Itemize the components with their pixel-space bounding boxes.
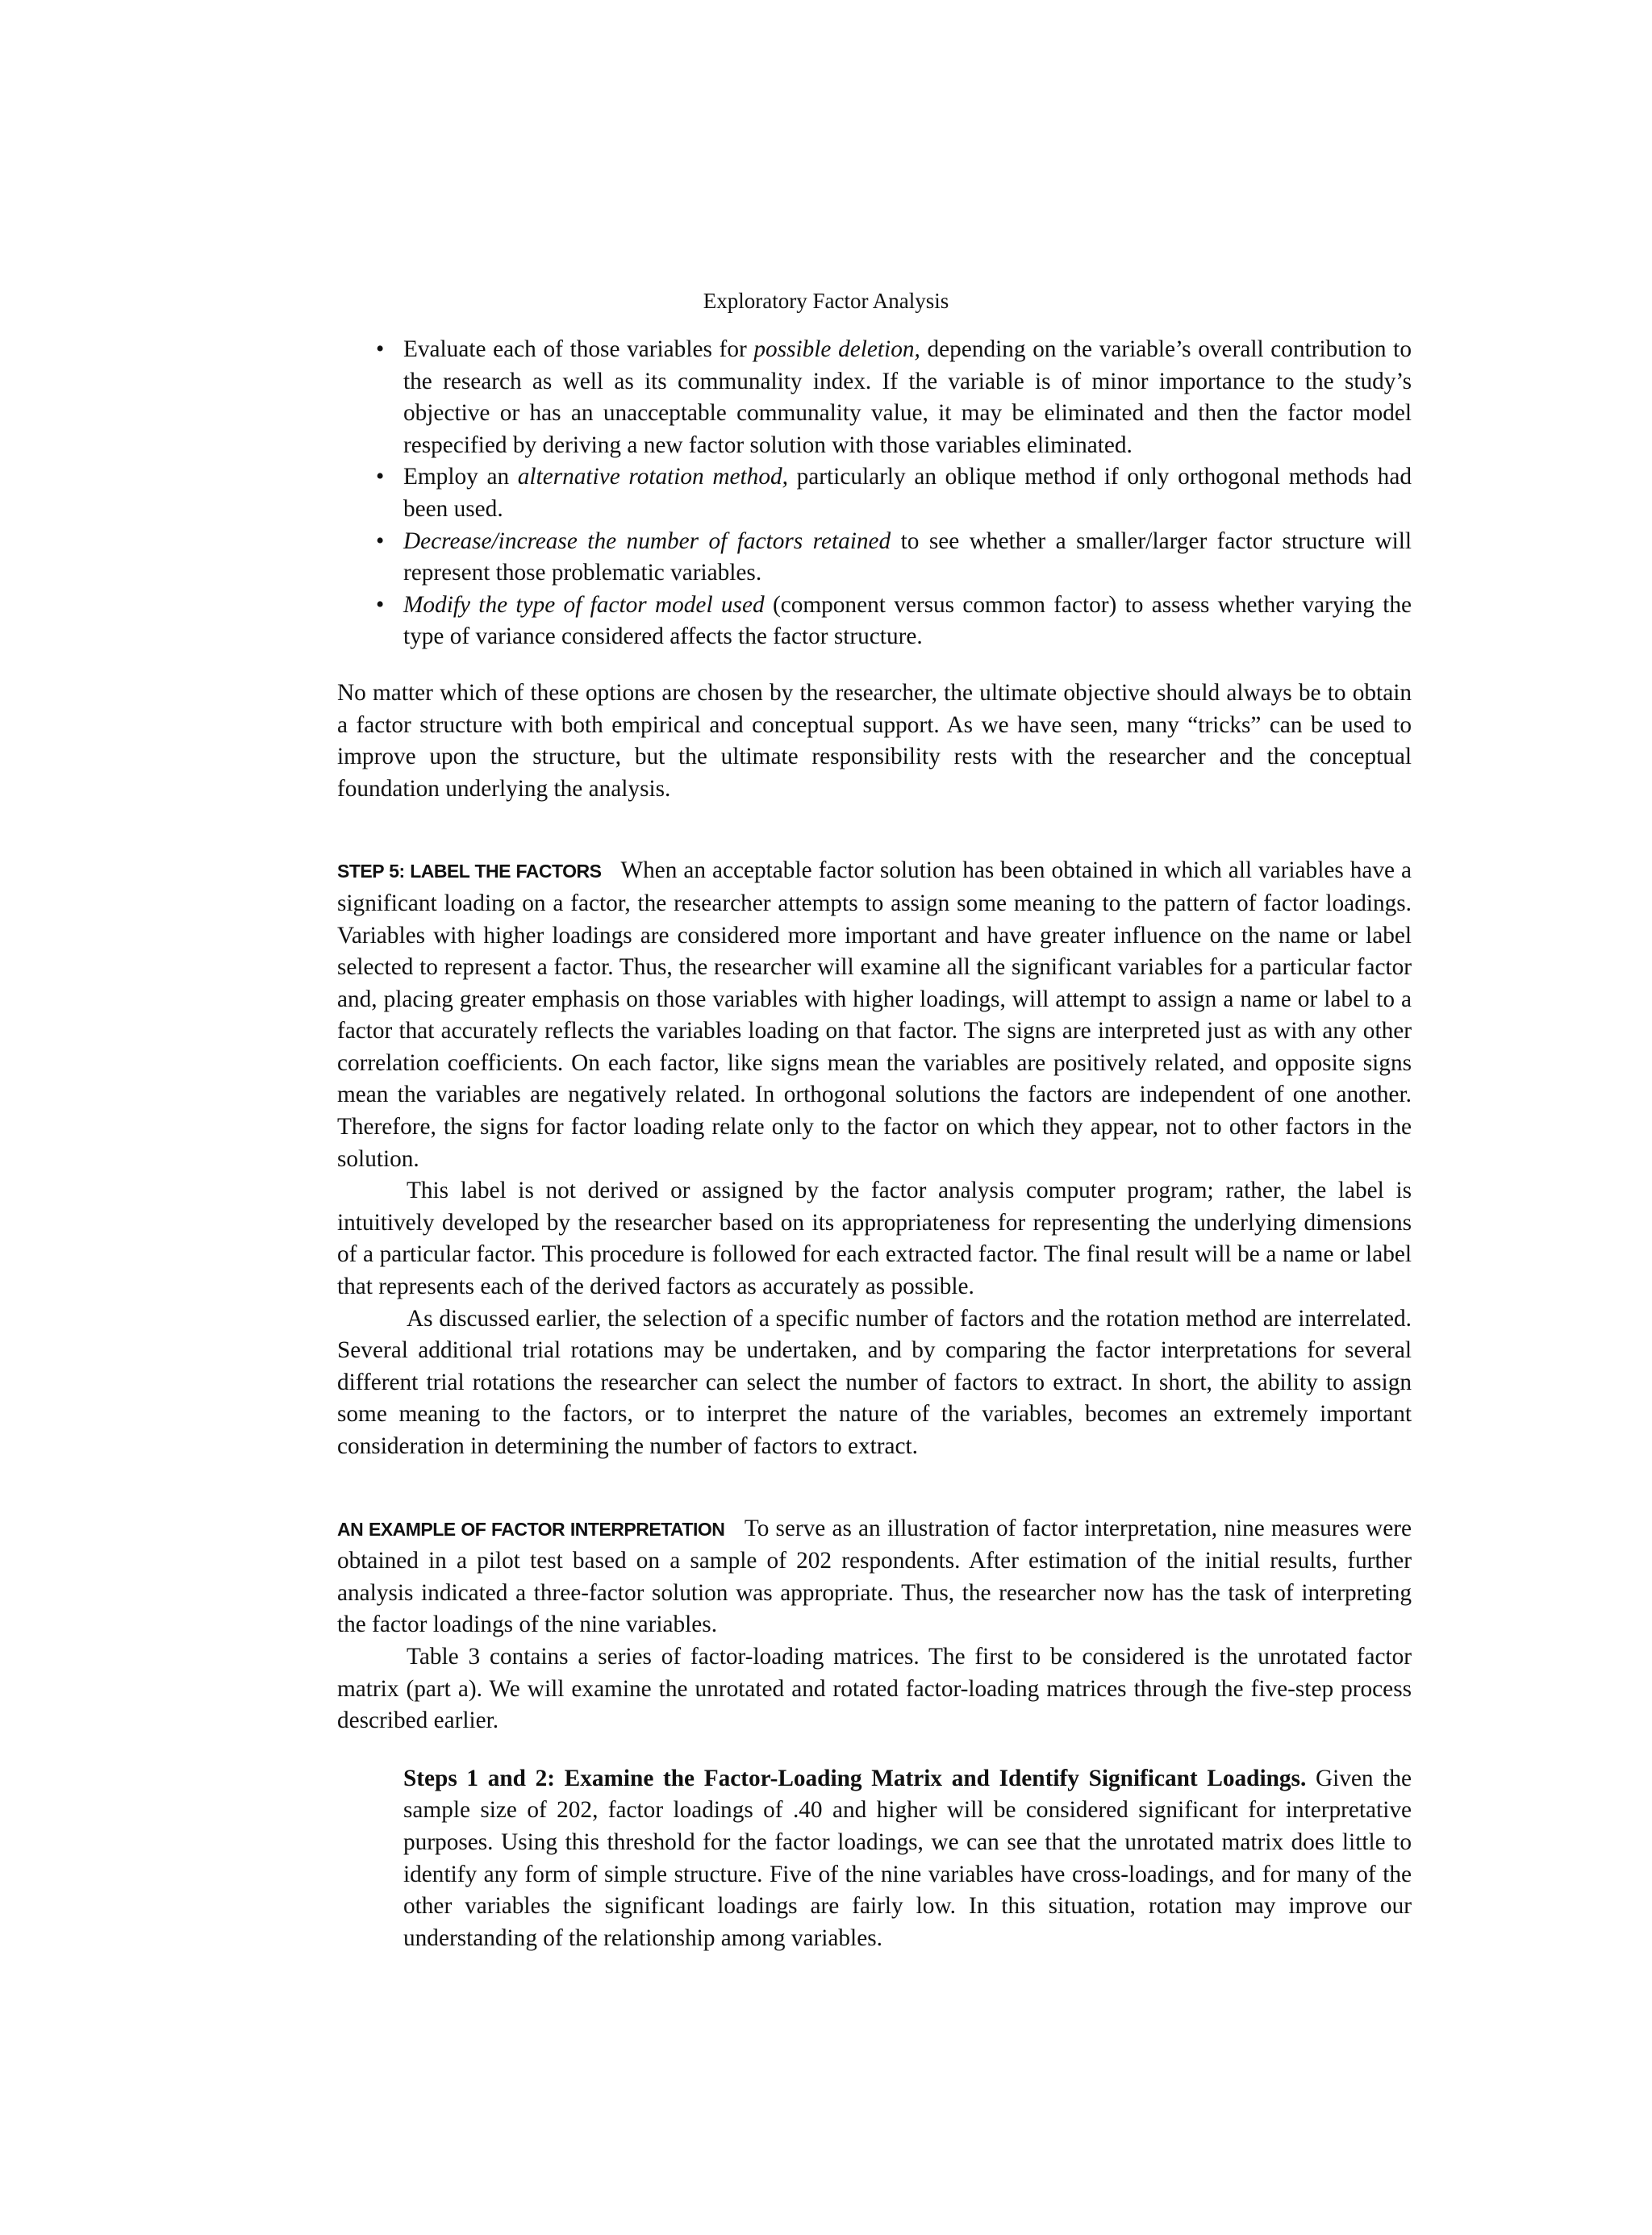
running-head: Exploratory Factor Analysis (703, 289, 949, 313)
list-item: • Decrease/increase the number of factors retained to see whether a smaller/larger factor structure will represent those problematic variables. (403, 526, 1412, 590)
options-list (337, 334, 1412, 653)
bullet-icon: • (376, 591, 385, 618)
list-item: • Evaluate each of those variables for possible deletion, depending on the variable’s overall contribution to the research as well as its communality index. If the variable is of minor importance to the study’s objective or has an unacceptable communality value, it may be eliminated and then the factor model respecified by deriving a new factor solution with those variables eliminated. (403, 334, 1412, 461)
list-item: • Modify the type of factor model used (component versus common factor) to assess whether varying the type of variance considered affects the factor structure. (403, 590, 1412, 653)
section-heading: AN EXAMPLE OF FACTOR INTERPRETATION (337, 1518, 725, 1540)
subsection-heading: Steps 1 and 2: Examine the Factor-Loading Matrix and Identify Significant Loadings. (403, 1765, 1307, 1791)
paragraph: No matter which of these options are chosen by the researcher, the ultimate objective should always be to obtain a factor structure with both empirical and conceptual support. As we have seen, many “tricks” can be used to improve upon the structure, but the ultimate responsibility rests with the researcher and the conceptual foundation underlying the analysis. (337, 679, 1412, 802)
step5-paragraph: STEP 5: LABEL THE FACTORS When an acceptable factor solution has been obtained in which all variables have a significant loading on a factor, the researcher attempts to assign some meaning to the pattern of factor loadings. Variables with higher loadings are considered more important and have greater influence on the name or label selected to represent a factor. Thus, the researcher will examine all the significant variables for a particular factor and, placing greater emphasis on those variables with higher loadings, will attempt to assign a name or label to a factor that accurately reflects the variables loading on that factor. The signs are interpreted just as with any other correlation coefficients. On each factor, like signs mean the variables are positively related, and opposite signs mean the variables are negatively related. In orthogonal solutions the factors are independent of one another. Therefore, the signs for factor loading relate only to the factor on which they appear, not to other factors in the solution. (337, 857, 1412, 1172)
bullet-icon: • (376, 336, 385, 362)
paragraph: This label is not derived or assigned by the factor analysis computer program; rather, the label is intuitively developed by the researcher based on its appropriateness for representing the underlying dimensions of a particular factor. This procedure is followed for each extracted factor. The final result will be a name or label that represents each of the derived factors as accurately as possible. (337, 1178, 1412, 1300)
section-heading: STEP 5: LABEL THE FACTORS (337, 861, 602, 882)
steps-paragraph: Steps 1 and 2: Examine the Factor-Loading Matrix and Identify Significant Loadings. Given the sample size of 202, factor loadings of .40 and higher will be considered significant for interpretative purposes. Using this threshold for the factor loadings, we can see that the unrotated matrix does little to identify any form of simple structure. Five of the nine variables have cross-loadings, and for many of the other variables the significant loadings are fairly low. In this situation, rotation may improve our understanding of the relationship among variables. (403, 1765, 1412, 1951)
paragraph: As discussed earlier, the selection of a specific number of factors and the rotation method are interrelated. Several additional trial rotations may be undertaken, and by comparing the factor interpretations for several different trial rotations the researcher can select the number of factors to extract. In short, the ability to assign some meaning to the factors, or to interpret the nature of the variables, becomes an extremely important consideration in determining the number of factors to extract. (337, 1305, 1412, 1459)
body-text (337, 334, 1412, 1954)
paragraph: Table 3 contains a series of factor-loading matrices. The first to be considered is the unrotated factor matrix (part a). We will examine the unrotated and rotated factor-loading matrices through the five-step process described earlier. (337, 1643, 1412, 1734)
bullet-icon: • (376, 464, 385, 490)
example-paragraph: AN EXAMPLE OF FACTOR INTERPRETATION To serve as an illustration of factor interpretation, nine measures were obtained in a pilot test based on a sample of 202 respondents. After estimation of the initial results, further analysis indicated a three-factor solution was appropriate. Thus, the researcher now has the task of interpreting the factor loadings of the nine variables. (337, 1515, 1412, 1638)
list-item: • Employ an alternative rotation method, particularly an oblique method if only orthogonal methods had been used. (403, 461, 1412, 525)
bullet-icon: • (376, 527, 385, 554)
